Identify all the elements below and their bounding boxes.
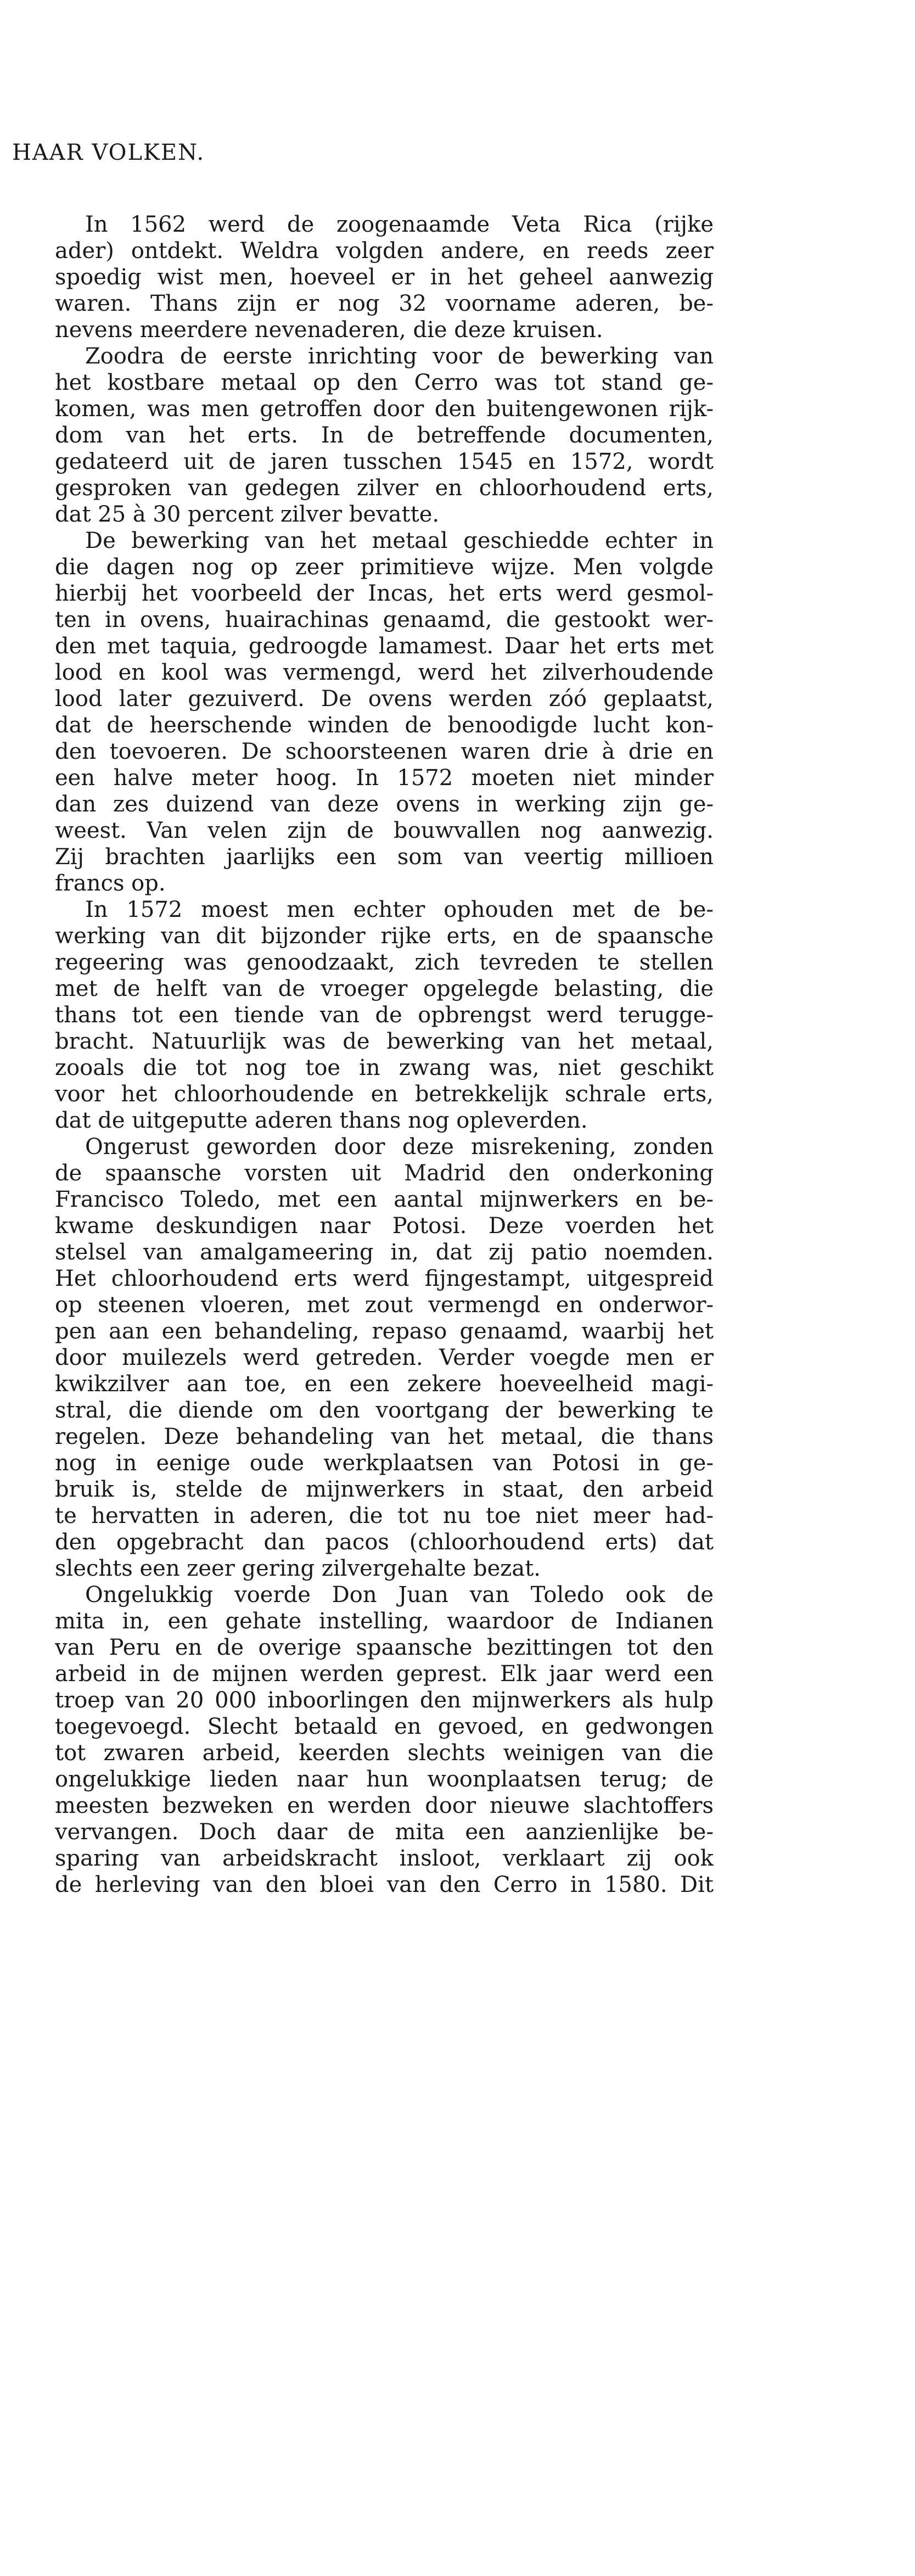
text-line: door muilezels werd getreden. Verder voegde men er xyxy=(55,1345,714,1370)
text-line: stral, die diende om den voortgang der bewerking te xyxy=(55,1398,714,1423)
text-line: arbeid in de mijnen werden geprest. Elk jaar werd een xyxy=(55,1661,714,1687)
text-line: de spaansche vorsten uit Madrid den onderkoning xyxy=(55,1161,714,1186)
text-line: pen aan een behandeling, repaso genaamd, waarbij het xyxy=(55,1319,714,1344)
text-line: hierbij het voorbeeld der Incas, het erts werd gesmol- xyxy=(55,581,714,606)
text-line: gedateerd uit de jaren tusschen 1545 en 1572, wordt xyxy=(55,449,714,474)
text-line: vervangen. Doch daar de mita een aanzienlijke be- xyxy=(55,1819,714,1845)
text-line: komen, was men getroffen door den buitengewonen rijk- xyxy=(55,396,714,422)
text-line: mita in, een gehate instelling, waardoor de Indianen xyxy=(55,1609,714,1634)
text-line: een halve meter hoog. In 1572 moeten niet minder xyxy=(55,765,714,791)
text-line: De bewerking van het metaal geschiedde echter in xyxy=(85,528,714,553)
text-line: werking van dit bijzonder rijke erts, en de spaansche xyxy=(55,923,714,949)
text-line: stelsel van amalgameering in, dat zij patio noemden. xyxy=(55,1240,714,1265)
text-line: regeering was genoodzaakt, zich tevreden te stellen xyxy=(55,950,714,975)
text-line: In 1572 moest men echter ophouden met de be- xyxy=(85,897,714,922)
text-line: In 1562 werd de zoogenaamde Veta Rica (rijke xyxy=(85,212,714,237)
text-line: nog in eenige oude werkplaatsen van Potosi in ge- xyxy=(55,1451,714,1476)
text-line: sparing van arbeidskracht insloot, verklaart zij ook xyxy=(55,1846,714,1871)
text-line: dat 25 à 30 percent zilver bevatte. xyxy=(55,502,440,527)
text-line: met de helft van de vroeger opgelegde belasting, die xyxy=(55,976,714,1001)
text-line: francs op. xyxy=(55,871,166,896)
body-text xyxy=(55,211,714,1898)
text-line: de herleving van den bloei van den Cerro in 1580. Dit xyxy=(55,1872,714,1897)
text-line: gesproken van gedegen zilver en chloorhoudend erts, xyxy=(55,475,714,501)
text-line: Francisco Toledo, met een aantal mijnwerkers en be- xyxy=(55,1187,714,1212)
text-line: dat de uitgeputte aderen thans nog opleverden. xyxy=(55,1108,588,1133)
text-line: Ongerust geworden door deze misrekening, zonden xyxy=(85,1134,714,1160)
text-line: meesten bezweken en werden door nieuwe slachtoffers xyxy=(55,1793,714,1818)
text-line: regelen. Deze behandeling van het metaal, die thans xyxy=(55,1424,714,1449)
text-line: ongelukkige lieden naar hun woonplaatsen terug; de xyxy=(55,1767,714,1792)
running-head: HAAR VOLKEN. xyxy=(12,140,205,165)
text-line: bruik is, stelde de mijnwerkers in staat, den arbeid xyxy=(55,1477,714,1502)
text-line: kwikzilver aan toe, en een zekere hoeveelheid magi- xyxy=(55,1371,714,1397)
text-line: bracht. Natuurlijk was de bewerking van het metaal, xyxy=(55,1029,714,1054)
text-line: ten in ovens, huairachinas genaamd, die gestookt wer- xyxy=(55,607,714,632)
text-line: Ongelukkig voerde Don Juan van Toledo ook de xyxy=(85,1582,714,1608)
text-line: op steenen vloeren, met zout vermengd en onderwor- xyxy=(55,1292,714,1318)
text-line: lood en kool was vermengd, werd het zilverhoudende xyxy=(55,660,714,685)
text-line: voor het chloorhoudende en betrekkelijk schrale erts, xyxy=(55,1082,714,1107)
text-line: het kostbare metaal op den Cerro was tot stand ge- xyxy=(55,370,714,395)
text-line: thans tot een tiende van de opbrengst werd terugge- xyxy=(55,1003,714,1028)
text-line: ader) ontdekt. Weldra volgden andere, en reeds zeer xyxy=(55,238,714,264)
text-line: den met taquia, gedroogde lamamest. Daar het erts met xyxy=(55,634,714,659)
text-line: Zij brachten jaarlijks een som van veertig millioen xyxy=(55,844,714,870)
text-line: kwame deskundigen naar Potosi. Deze voerden het xyxy=(55,1213,714,1239)
text-line: den toevoeren. De schoorsteenen waren drie à drie en xyxy=(55,739,714,764)
text-line: lood later gezuiverd. De ovens werden zóó geplaatst, xyxy=(55,686,714,712)
text-line: dat de heerschende winden de benoodigde lucht kon- xyxy=(55,713,714,738)
text-line: die dagen nog op zeer primitieve wijze. Men volgde xyxy=(55,555,714,580)
text-line: van Peru en de overige spaansche bezittingen tot den xyxy=(55,1635,714,1660)
text-line: spoedig wist men, hoeveel er in het geheel aanwezig xyxy=(55,265,714,290)
text-line: den opgebracht dan pacos (chloorhoudend erts) dat xyxy=(55,1530,714,1555)
text-line: waren. Thans zijn er nog 32 voorname aderen, be- xyxy=(55,291,714,316)
text-line: nevens meerdere nevenaderen, die deze kruisen. xyxy=(55,317,603,343)
text-line: weest. Van velen zijn de bouwvallen nog aanwezig. xyxy=(55,818,714,843)
text-line: dom van het erts. In de betreffende documenten, xyxy=(55,423,714,448)
text-line: tot zwaren arbeid, keerden slechts weinigen van die xyxy=(55,1740,714,1766)
text-line: dan zes duizend van deze ovens in werking zijn ge- xyxy=(55,792,714,817)
text-line: zooals die tot nog toe in zwang was, niet geschikt xyxy=(55,1055,714,1080)
text-line: toegevoegd. Slecht betaald en gevoed, en gedwongen xyxy=(55,1714,714,1739)
text-line: te hervatten in aderen, die tot nu toe niet meer had- xyxy=(55,1503,714,1528)
text-line: Het chloorhoudend erts werd fijngestampt, uitgespreid xyxy=(55,1266,714,1291)
text-line: slechts een zeer gering zilvergehalte bezat. xyxy=(55,1556,541,1581)
text-line: troep van 20 000 inboorlingen den mijnwerkers als hulp xyxy=(55,1688,714,1713)
text-line: Zoodra de eerste inrichting voor de bewerking van xyxy=(85,344,714,369)
